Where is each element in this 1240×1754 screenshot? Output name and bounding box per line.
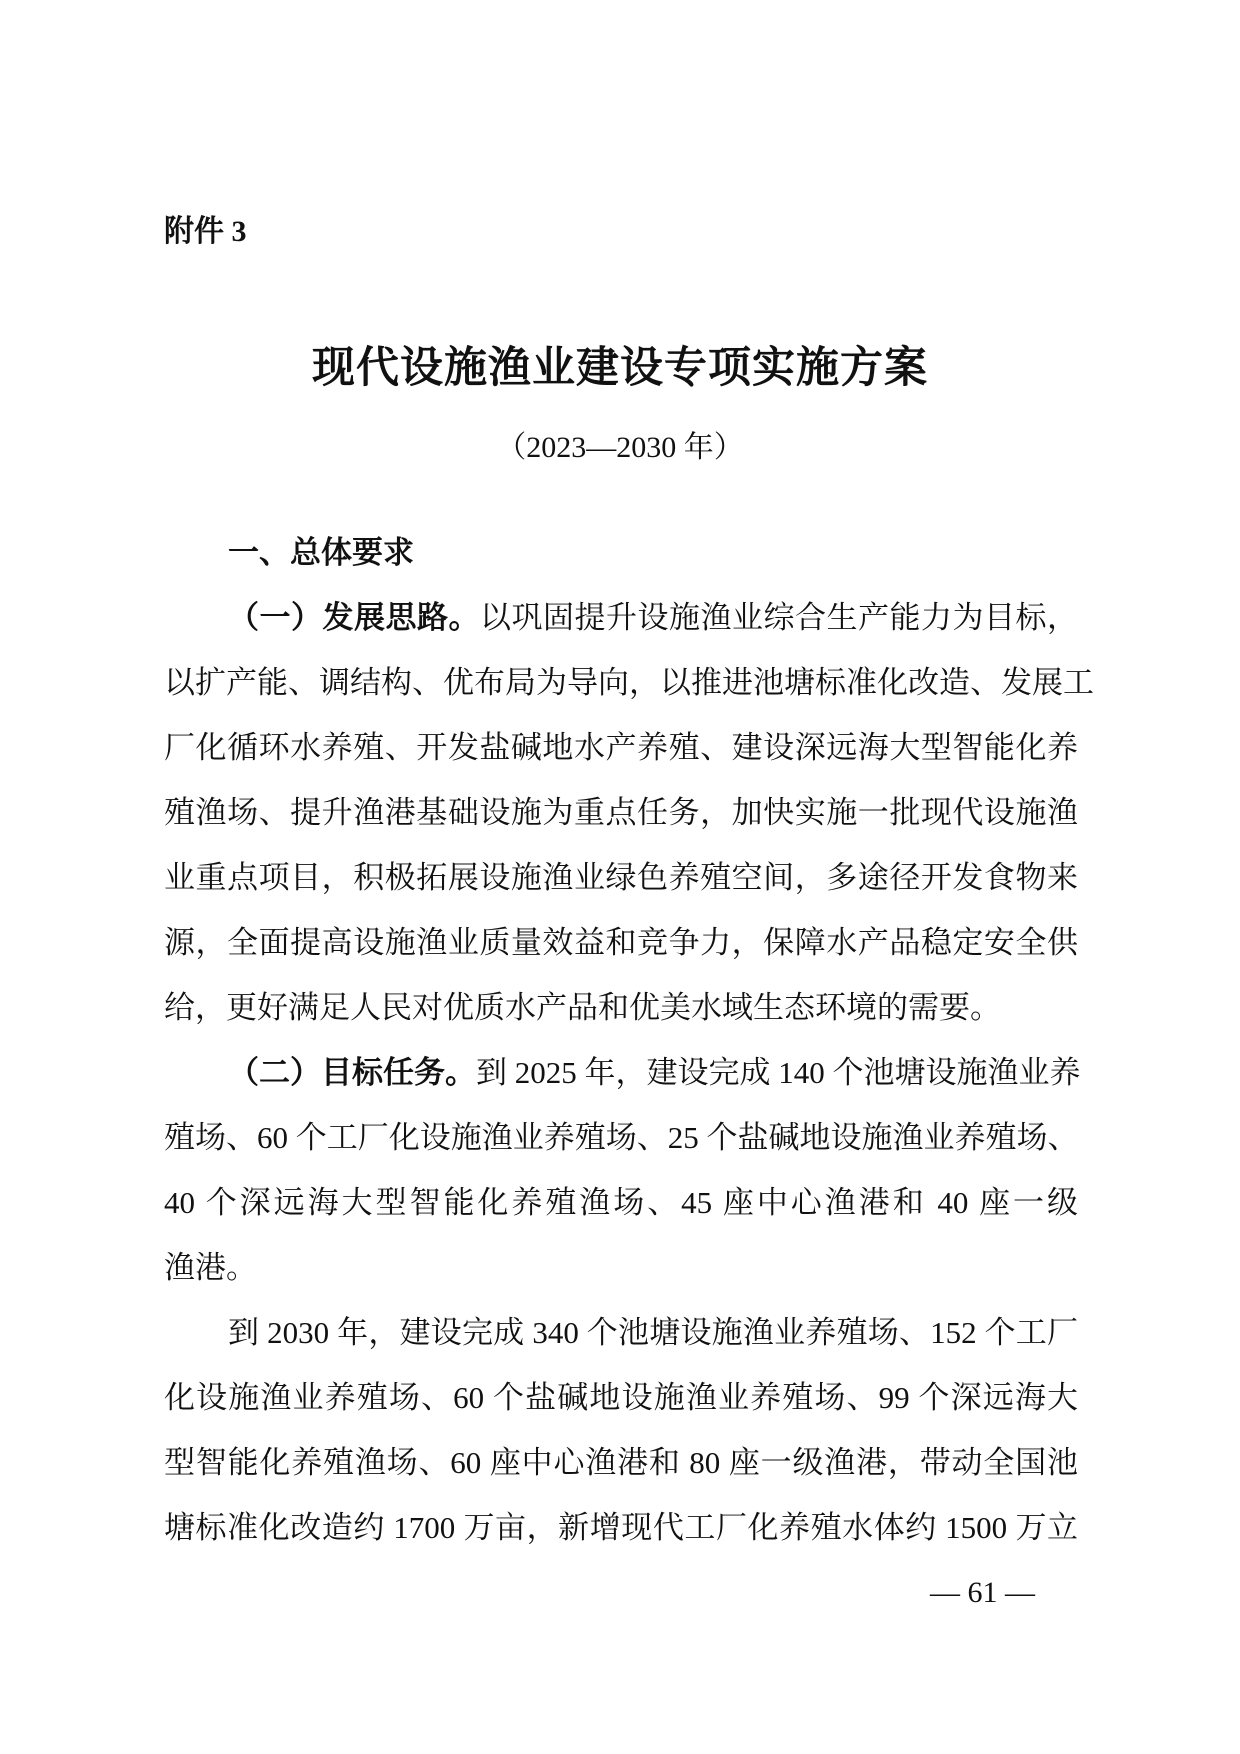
paragraph-line: 塘标准化改造约 1700 万亩，新增现代工厂化养殖水体约 1500 万立 — [164, 1510, 1078, 1545]
paragraph-line: 40 个深远海大型智能化养殖渔场、45 座中心渔港和 40 座一级 — [164, 1185, 1078, 1220]
paragraph-2030-targets — [164, 1300, 1078, 1560]
paragraph-line: 厂化循环水养殖、开发盐碱地水产养殖、建设深远海大型智能化养 — [164, 730, 1078, 765]
section-heading: 一、总体要求 — [228, 535, 414, 570]
paragraph-line: 渔港。 — [164, 1250, 257, 1285]
paragraph-line: 殖场、60 个工厂化设施渔业养殖场、25 个盐碱地设施渔业养殖场、 — [164, 1120, 1079, 1155]
page-number: — 61 — — [930, 1576, 1035, 1609]
document-body — [164, 520, 1094, 1560]
run-in-heading: （一）发展思路。 — [228, 600, 480, 635]
paragraph-line: 源，全面提高设施渔业质量效益和竞争力，保障水产品稳定安全供 — [164, 925, 1078, 960]
annex-label: 附件 3 — [164, 215, 247, 248]
paragraph-development-approach — [164, 585, 1094, 1040]
paragraph-targets — [164, 1040, 1081, 1300]
paragraph-line: 到 2030 年，建设完成 340 个池塘设施渔业养殖场、152 个工厂 — [228, 1315, 1078, 1350]
paragraph-line: 业重点项目，积极拓展设施渔业绿色养殖空间，多途径开发食物来 — [164, 860, 1078, 895]
document-title: 现代设施渔业建设专项实施方案 — [312, 345, 928, 392]
paragraph-line: 以扩产能、调结构、优布局为导向，以推进池塘标准化改造、发展工 — [164, 665, 1094, 700]
document-subtitle: （2023—2030 年） — [496, 431, 744, 464]
run-in-heading: （二）目标任务。 — [228, 1055, 476, 1090]
paragraph-line: 化设施渔业养殖场、60 个盐碱地设施渔业养殖场、99 个深远海大 — [164, 1380, 1078, 1415]
paragraph-line: （二）目标任务。到 2025 年，建设完成 140 个池塘设施渔业养 — [228, 1055, 1081, 1090]
paragraph-line: 殖渔场、提升渔港基础设施为重点任务，加快实施一批现代设施渔 — [164, 795, 1078, 830]
paragraph-line: 给，更好满足人民对优质水产品和优美水域生态环境的需要。 — [164, 990, 1001, 1025]
paragraph-line: 型智能化养殖渔场、60 座中心渔港和 80 座一级渔港，带动全国池 — [164, 1445, 1078, 1480]
paragraph-line: （一）发展思路。以巩固提升设施渔业综合生产能力为目标， — [228, 600, 1078, 635]
